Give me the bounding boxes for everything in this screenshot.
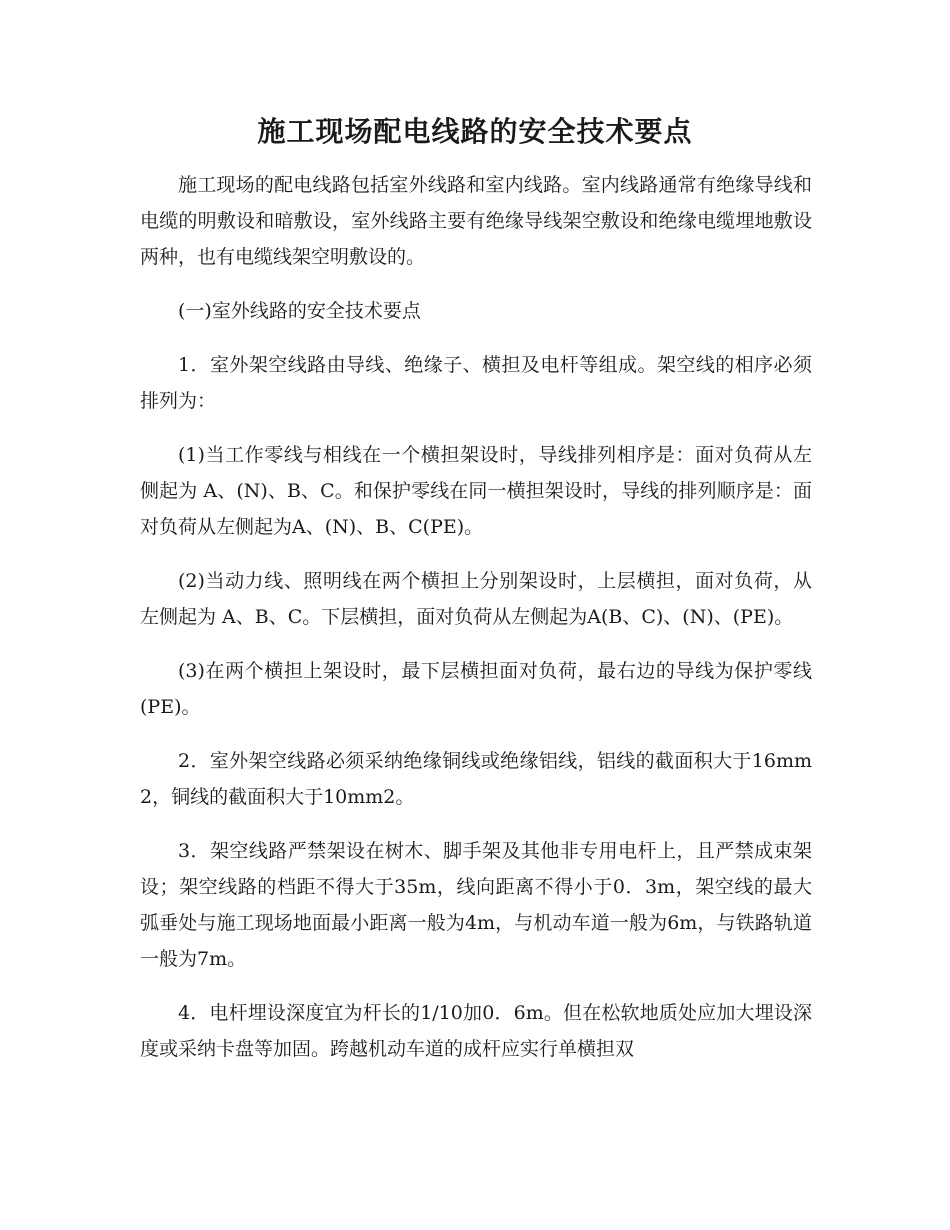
paragraph-item-2: 2．室外架空线路必须采纳绝缘铜线或绝缘铝线，铝线的截面积大于16mm2，铜线的截面积大于10mm2。	[140, 750, 812, 808]
paragraph-subitem-1: (1)当工作零线与相线在一个横担架设时，导线排列相序是：面对负荷从左侧起为 A、(N)、B、C。和保护零线在同一横担架设时，导线的排列顺序是：面对负荷从左侧起为A、(N)、B、C(PE)。	[140, 444, 812, 538]
paragraph-subitem-2: (2)当动力线、照明线在两个横担上分别架设时，上层横担，面对负荷，从左侧起为 A、B、C。下层横担，面对负荷从左侧起为A(B、C)、(N)、(PE)。	[140, 570, 812, 628]
paragraph-intro: 施工现场的配电线路包括室外线路和室内线路。室内线路通常有绝缘导线和电缆的明敷设和暗敷设，室外线路主要有绝缘导线架空敷设和绝缘电缆埋地敷设两种，也有电缆线架空明敷设的。	[140, 174, 812, 268]
page-title: 施工现场配电线路的安全技术要点	[257, 115, 693, 148]
paragraph-item-4: 4．电杆埋设深度宜为杆长的1/10加0．6m。但在松软地质处应加大埋设深度或采纳卡盘等加固。跨越机动车道的成杆应实行单横担双	[140, 1002, 812, 1060]
section-heading-outdoor: (一)室外线路的安全技术要点	[178, 300, 421, 322]
paragraph-item-3: 3．架空线路严禁架设在树木、脚手架及其他非专用电杆上，且严禁成束架设；架空线路的档距不得大于35m，线向距离不得小于0．3m，架空线的最大弧垂处与施工现场地面最小距离一般为4m，与机动车道一般为6m，与铁路轨道一般为7m。	[140, 840, 812, 970]
paragraph-item-1: 1．室外架空线路由导线、绝缘子、横担及电杆等组成。架空线的相序必须排列为：	[140, 354, 812, 412]
document-body	[140, 167, 812, 1085]
paragraph-subitem-3: (3)在两个横担上架设时，最下层横担面对负荷，最右边的导线为保护零线(PE)。	[140, 660, 812, 718]
